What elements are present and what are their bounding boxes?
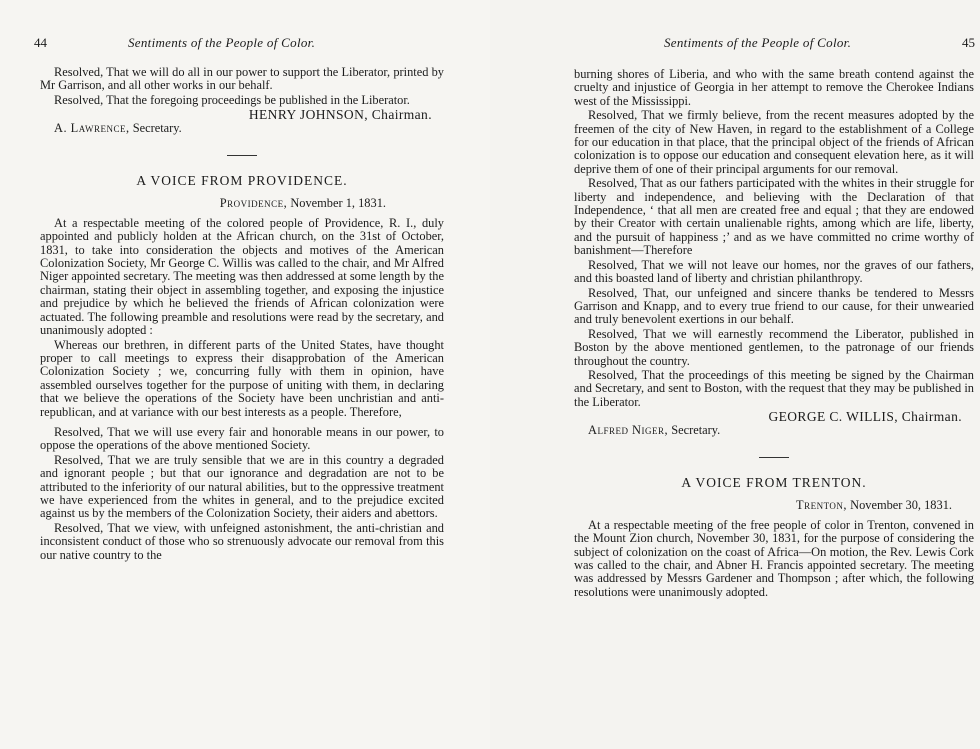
resolution-paragraph: Resolved, That as our fathers participated with the whites in their struggle for liberty and independence, and believing with the Declaration of that Independence, ‘ that all men are created free and equal ; that they are endowed by their Creator with certain unalienable rights, among which are life, liberty, and the pursuit of happiness ;’ and as we have committed no crime worthy of banishment—Therefore bbox=[574, 176, 974, 258]
dateline-date: November 30, 1831. bbox=[850, 498, 952, 513]
resolution-paragraph: Resolved, That the proceedings of this meeting be signed by the Chairman and Secretary, and sent to Boston, with the request that they may be published in the Liberator. bbox=[574, 367, 974, 409]
continuation-paragraph: burning shores of Liberia, and who with the same breath contend against the cruelty and injustice of Georgia in her attempt to remove the Cherokee Indians west of the Mississippi. bbox=[574, 67, 974, 108]
chairman-signature: HENRY JOHNSON, Chairman. bbox=[248, 107, 432, 123]
meeting-intro: At a respectable meeting of the colored people of Providence, R. I., duly appointed and publicly holden at the African church, on the 31st of October, 1831, to take into consideration the objects and motives of the American Colonization Society, Mr George C. Willis was called to the chair, and Mr Alfred Niger appointed secretary. The meeting was then addressed at some length by the chairman, stating their object in assembling together, and exposing the injustice and prejudice by which he believed the friends of African colonization were actuated. The following preamble and resolutions were read by the secretary, and unanimously adopted : bbox=[40, 215, 444, 338]
resolution-paragraph: Resolved, That we firmly believe, from the recent measures adopted by the freemen of the city of New Haven, in regard to the establishment of a College for our education in that place, that the principal object of the friends of African colonization is to oppose our education and consequent elevation here, as it will deprive them of one of their principal arguments for our removal. bbox=[574, 108, 974, 176]
secretary-title: Secretary. bbox=[132, 120, 182, 135]
secretary-signature bbox=[40, 122, 444, 135]
resolution-paragraph: Resolved, That we will earnestly recommend the Liberator, published in Boston by the above mentioned gentlemen, to the patronage of our friends throughout the country. bbox=[574, 326, 974, 368]
meeting-intro: At a respectable meeting of the free people of color in Trenton, convened in the Mount Zion church, November 30, 1831, for the purpose of considering the subject of colonization on the coast of Africa—On motion, the Rev. Lewis Cork was called to the chair, and Abner H. Francis appointed secretary. The meeting was addressed by Messrs Gardener and Thompson ; after which, the following resolutions were unanimously adopted. bbox=[574, 517, 974, 599]
resolution-paragraph: Resolved, That we view, with unfeigned astonishment, the anti-christian and inconsistent conduct of those who so strenuously advocate our removal from this our native country to the bbox=[40, 520, 444, 562]
resolution-paragraph: Resolved, That, our unfeigned and sincere thanks be tendered to Messrs Garrison and Knapp, and to every true friend to our cause, for their unwearied and truly benevolent exertions in our behalf. bbox=[574, 285, 974, 327]
section-title: A VOICE FROM PROVIDENCE. bbox=[136, 173, 348, 189]
page-number: 44 bbox=[34, 35, 47, 50]
chairman-signature: GEORGE C. WILLIS, Chairman. bbox=[768, 409, 962, 425]
dateline-date: November 1, 1831. bbox=[290, 196, 386, 211]
right-text-column bbox=[574, 68, 974, 600]
secretary-name: Alfred Niger, bbox=[588, 422, 669, 437]
resolution-paragraph: Resolved, That we will not leave our homes, nor the graves of our fathers, and this boasted land of liberty and christian philanthropy. bbox=[574, 257, 974, 286]
secretary-name: A. Lawrence, bbox=[54, 120, 130, 135]
section-divider bbox=[227, 155, 257, 156]
resolution-paragraph: Resolved, That we will use every fair and honorable means in our power, to oppose the operations of the above mentioned Society. bbox=[40, 424, 444, 453]
running-head: Sentiments of the People of Color. bbox=[664, 35, 852, 50]
dateline bbox=[574, 499, 974, 512]
dateline-place: Providence, bbox=[219, 196, 288, 211]
page-number: 45 bbox=[962, 35, 975, 50]
resolution-paragraph: Resolved, That the foregoing proceedings be published in the Liberator. bbox=[54, 92, 410, 107]
left-text-column bbox=[40, 66, 444, 563]
resolution-paragraph: Resolved, That we are truly sensible that we are in this country a degraded and ignorant people ; but that our ignorance and degradation are not to be attributed to the inferiority of our natural abilities, but to the oppressive treatment we have experienced from the whites in general, and to the prejudice excited against us by the members of the Colonization Society, their aiders and abettors. bbox=[40, 452, 444, 521]
section-divider bbox=[759, 457, 789, 458]
dateline bbox=[40, 197, 444, 210]
right-page bbox=[490, 0, 980, 749]
dateline-place: Trenton, bbox=[796, 498, 848, 513]
secretary-signature bbox=[574, 424, 974, 437]
whereas-paragraph: Whereas our brethren, in different parts of the United States, have thought proper to call meetings to express their disapprobation of the American Colonization Society ; we, concurring fully with them in opinion, have assembled ourselves together for the purpose of uniting with them, in declaring that we believe the operations of the Society have been unchristian and anti-republican, and at variance with our best interests as a people. Therefore, bbox=[40, 337, 444, 419]
running-head: Sentiments of the People of Color. bbox=[128, 35, 316, 50]
resolution-paragraph: Resolved, That we will do all in our power to support the Liberator, printed by Mr Garrison, and all other works in our behalf. bbox=[40, 65, 444, 93]
secretary-title: Secretary. bbox=[671, 422, 721, 437]
section-title: A VOICE FROM TRENTON. bbox=[681, 474, 867, 490]
